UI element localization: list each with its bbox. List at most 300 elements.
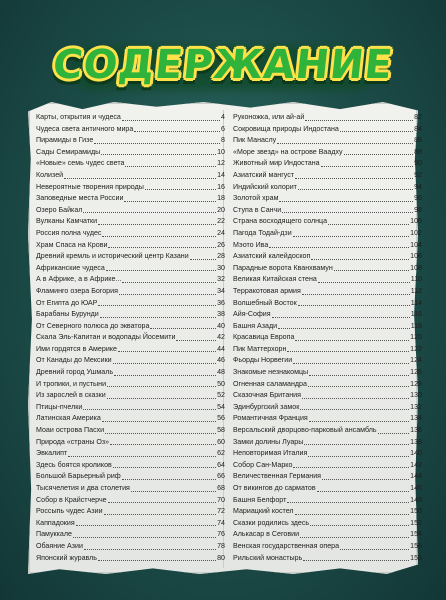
contents-entry[interactable] xyxy=(36,309,225,321)
contents-entry[interactable] xyxy=(36,471,225,483)
entry-title: Природа «страны Оз» xyxy=(36,437,110,446)
dot-leader xyxy=(318,282,410,283)
dot-leader xyxy=(105,433,216,434)
contents-entry[interactable] xyxy=(36,135,225,147)
entry-title: Древний город Ушмаль xyxy=(36,368,114,377)
entry-title: Азиатский калейдоскоп xyxy=(233,252,311,261)
entry-title: Африканские чудеса xyxy=(36,263,105,272)
dot-leader xyxy=(113,363,216,364)
entry-page-number: 104 xyxy=(410,240,422,249)
dot-leader xyxy=(378,433,410,434)
entry-title: Фламинго озера Богория xyxy=(36,286,118,295)
entry-page-number: 70 xyxy=(217,495,225,504)
entry-title: Храм Спаса на Крови xyxy=(36,240,108,249)
entry-page-number: 54 xyxy=(217,402,225,411)
entry-page-number: 60 xyxy=(217,437,225,446)
contents-entry[interactable] xyxy=(233,529,422,541)
entry-title: Тысячелетия и два столетия xyxy=(36,484,130,492)
entry-title: Красавица Европа xyxy=(233,333,295,342)
contents-entry[interactable] xyxy=(233,355,422,367)
entry-page-number: 52 xyxy=(217,391,225,400)
dot-leader xyxy=(107,386,216,387)
dot-leader xyxy=(321,166,414,167)
entry-page-number: 80 xyxy=(217,553,225,562)
entry-title: Мэото Ива xyxy=(233,240,269,249)
dot-leader xyxy=(310,525,409,526)
entry-page-number: 58 xyxy=(217,426,225,435)
entry-page-number: 148 xyxy=(410,495,422,504)
contents-entry[interactable] xyxy=(36,529,225,541)
contents-entry[interactable] xyxy=(233,425,422,437)
entry-title: Пик Маттерхорн xyxy=(233,344,287,353)
contents-entry[interactable] xyxy=(36,437,225,449)
dot-leader xyxy=(302,398,409,399)
entry-title: Версальский дворцово-парковый ансамбль xyxy=(233,426,377,435)
entry-page-number: 118 xyxy=(410,321,422,330)
entry-page-number: 50 xyxy=(217,379,225,388)
dot-leader xyxy=(145,189,216,190)
contents-entry[interactable] xyxy=(36,147,225,159)
dot-leader xyxy=(134,131,220,132)
entry-title: Великая Китайская стена xyxy=(233,275,317,284)
dot-leader xyxy=(122,282,216,283)
entry-page-number: 124 xyxy=(410,356,422,365)
dot-leader xyxy=(119,294,216,295)
contents-entry[interactable] xyxy=(233,135,422,147)
dot-leader xyxy=(295,340,409,341)
entry-page-number: 98 xyxy=(414,205,422,214)
contents-entry[interactable] xyxy=(36,506,225,518)
dot-leader xyxy=(328,224,409,225)
entry-page-number: 18 xyxy=(217,194,225,203)
contents-entry[interactable] xyxy=(233,170,422,182)
entry-title: Ими гордятся в Америке xyxy=(36,344,117,353)
dot-leader xyxy=(298,189,413,190)
dot-leader xyxy=(102,421,216,422)
contents-entry[interactable] xyxy=(36,228,225,240)
dot-leader xyxy=(311,259,409,260)
contents-entry[interactable] xyxy=(36,448,225,460)
dot-leader xyxy=(293,467,409,468)
contents-entry[interactable] xyxy=(233,205,422,217)
contents-entry[interactable] xyxy=(233,216,422,228)
dot-leader xyxy=(122,479,216,480)
entry-page-number: 120 xyxy=(410,333,422,342)
entry-title: Озеро Байкал xyxy=(36,205,83,214)
entry-title: И тропики, и пустыни xyxy=(36,379,107,388)
contents-entry[interactable] xyxy=(233,124,422,136)
entry-page-number: 108 xyxy=(410,263,422,272)
dot-leader xyxy=(84,549,216,550)
dot-leader xyxy=(302,294,410,295)
entry-title: Ступа в Санчи xyxy=(233,205,282,214)
contents-entry[interactable] xyxy=(233,263,422,275)
entry-page-number: 8 xyxy=(221,136,225,145)
entry-page-number: 130 xyxy=(410,391,422,400)
entry-page-number: 28 xyxy=(217,252,225,261)
entry-page-number: 14 xyxy=(217,170,225,179)
contents-entry[interactable] xyxy=(36,344,225,356)
entry-title: А в Африке, а в Африке... xyxy=(36,275,122,284)
entry-title: Огненная саламандра xyxy=(233,379,307,388)
entry-title: От Канады до Мексики xyxy=(36,356,112,365)
dot-leader xyxy=(293,236,410,237)
dot-leader xyxy=(344,154,414,155)
contents-entry[interactable] xyxy=(36,332,225,344)
entry-page-number: 136 xyxy=(410,426,422,435)
contents-entry[interactable] xyxy=(36,460,225,472)
dot-leader xyxy=(295,178,413,179)
entry-title: Башня Азади xyxy=(233,321,278,330)
contents-entry[interactable] xyxy=(36,413,225,425)
entry-page-number: 140 xyxy=(410,449,422,458)
dot-leader xyxy=(304,444,409,445)
contents-entry[interactable] xyxy=(233,193,422,205)
contents-entry[interactable] xyxy=(36,251,225,263)
dot-leader xyxy=(108,502,217,503)
dot-leader xyxy=(113,467,216,468)
entry-page-number: 48 xyxy=(217,368,225,377)
dot-leader xyxy=(308,386,409,387)
contents-entry[interactable] xyxy=(233,506,422,518)
entry-page-number: 10 xyxy=(217,147,225,156)
entry-page-number: 22 xyxy=(217,217,225,226)
dot-leader xyxy=(279,201,413,202)
contents-entry[interactable] xyxy=(233,344,422,356)
dot-leader xyxy=(114,375,216,376)
entry-page-number: 74 xyxy=(217,518,225,527)
contents-entry[interactable] xyxy=(36,112,225,124)
entry-title: Латинская Америка xyxy=(36,414,101,423)
entry-page-number: 110 xyxy=(410,275,422,284)
entry-title: Животный мир Индостана xyxy=(233,159,320,168)
entry-page-number: 64 xyxy=(217,460,225,469)
dot-leader xyxy=(295,514,410,515)
dot-leader xyxy=(118,351,216,352)
dot-leader xyxy=(106,270,216,271)
entry-page-number: 86 xyxy=(414,136,422,145)
dot-leader xyxy=(110,444,216,445)
entry-title: Древний кремль и исторический центр Казани xyxy=(36,252,189,261)
contents-entry[interactable] xyxy=(36,193,225,205)
entry-title: Пирамиды в Гизе xyxy=(36,136,94,145)
entry-title: Фьорды Норвегии xyxy=(233,356,293,365)
contents-entry[interactable] xyxy=(233,379,422,391)
entry-page-number: 94 xyxy=(414,182,422,191)
dot-leader xyxy=(340,131,413,132)
contents-entry[interactable] xyxy=(233,518,422,530)
entry-title: Неповторимая Италия xyxy=(233,449,308,458)
entry-title: От викингов до сарматов xyxy=(233,484,316,492)
contents-entry[interactable] xyxy=(36,355,225,367)
dot-leader xyxy=(122,120,220,121)
entry-title: Мариацкий костел xyxy=(233,507,294,516)
dot-leader xyxy=(308,456,409,457)
dot-leader xyxy=(272,317,410,318)
dot-leader xyxy=(300,537,409,538)
entry-page-number: 76 xyxy=(217,530,225,539)
entry-title: «Море звезд» на острове Ваадху xyxy=(233,147,343,156)
entry-page-number: 154 xyxy=(410,530,422,539)
entry-title: Романтичная Франция xyxy=(233,414,308,423)
entry-page-number: 122 xyxy=(410,344,422,353)
dot-leader xyxy=(68,456,216,457)
entry-title: Пик Манаслу xyxy=(233,136,277,145)
entry-title: Парадные ворота Кванхвамун xyxy=(233,263,333,272)
entry-title: Знакомые незнакомцы xyxy=(233,368,309,377)
entry-page-number: 138 xyxy=(410,437,422,446)
dot-leader xyxy=(340,549,409,550)
contents-entry[interactable] xyxy=(36,274,225,286)
entry-title: Руконожка, или ай-ай xyxy=(233,113,305,121)
entry-page-number: 36 xyxy=(217,298,225,307)
entry-title: Из зарослей в сказки xyxy=(36,391,106,400)
contents-entry[interactable] xyxy=(36,425,225,437)
dot-leader xyxy=(73,537,216,538)
dot-leader xyxy=(98,224,216,225)
dot-leader xyxy=(277,143,413,144)
entry-title: Моаи острова Пасхи xyxy=(36,426,105,435)
entry-page-number: 6 xyxy=(221,124,225,133)
contents-entry[interactable] xyxy=(233,367,422,379)
entry-title: Россыпь чудес Азии xyxy=(36,507,103,516)
entry-page-number: 20 xyxy=(217,205,225,214)
dot-leader xyxy=(83,212,216,213)
contents-entry[interactable] xyxy=(36,286,225,298)
contents-entry[interactable] xyxy=(233,437,422,449)
entry-title: Колизей xyxy=(36,170,64,179)
entry-page-number: 44 xyxy=(217,344,225,353)
dot-leader xyxy=(98,305,216,306)
contents-entry[interactable] xyxy=(233,321,422,333)
contents-entry[interactable] xyxy=(233,309,422,321)
entry-title: Собор в Крайстчерче xyxy=(36,495,107,504)
dot-leader xyxy=(309,375,409,376)
entry-title: Азиатский мангуст xyxy=(233,170,295,179)
dot-leader xyxy=(293,363,409,364)
entry-title: Пагода Тодай-дзи xyxy=(233,228,292,237)
entry-title: Страна восходящего солнца xyxy=(233,217,328,226)
entry-page-number: 56 xyxy=(217,414,225,423)
entry-page-number: 100 xyxy=(410,217,422,226)
dot-leader xyxy=(322,479,409,480)
contents-entry[interactable] xyxy=(233,147,422,159)
entry-page-number: 92 xyxy=(414,170,422,179)
entry-page-number: 106 xyxy=(410,252,422,261)
entry-title: Здесь боятся кроликов xyxy=(36,460,112,469)
entry-page-number: 68 xyxy=(217,484,225,492)
contents-entry[interactable] xyxy=(233,460,422,472)
contents-entry[interactable] xyxy=(36,321,225,333)
entry-title: Скала Эль-Капитан и водопады Йосемити xyxy=(36,333,176,342)
dot-leader xyxy=(102,236,216,237)
dot-leader xyxy=(269,247,409,248)
entry-title: Вулканы Камчатки xyxy=(36,217,98,226)
entry-title: Индийский колорит xyxy=(233,182,297,191)
entry-title: Карты, открытия и чудеса xyxy=(36,113,121,121)
contents-entry[interactable] xyxy=(36,495,225,507)
contents-entry[interactable] xyxy=(36,518,225,530)
contents-entry[interactable] xyxy=(233,402,422,414)
entry-title: Памуккале xyxy=(36,530,72,539)
entry-page-number: 40 xyxy=(217,321,225,330)
entry-title: Замки долины Луары xyxy=(233,437,304,446)
entry-page-number: 88 xyxy=(414,147,422,156)
dot-leader xyxy=(104,514,217,515)
dot-leader xyxy=(94,143,220,144)
entry-title: Собор Сан-Марко xyxy=(233,460,293,469)
contents-entry[interactable] xyxy=(233,286,422,298)
entry-page-number: 66 xyxy=(217,472,225,481)
entry-title: Большой Барьерный риф xyxy=(36,472,121,481)
contents-entry[interactable] xyxy=(233,332,422,344)
entry-page-number: 84 xyxy=(414,124,422,133)
contents-entry[interactable] xyxy=(233,112,422,124)
contents-entry[interactable] xyxy=(36,182,225,194)
entry-page-number: 62 xyxy=(217,449,225,458)
entry-page-number: 32 xyxy=(217,275,225,284)
dot-leader xyxy=(100,317,216,318)
entry-page-number: 126 xyxy=(410,368,422,377)
entry-page-number: 158 xyxy=(410,553,422,562)
dot-leader xyxy=(98,560,216,561)
contents-entry[interactable] xyxy=(36,553,225,565)
contents-entry[interactable] xyxy=(36,216,225,228)
entry-title: Сказочная Британия xyxy=(233,391,301,400)
entry-page-number: 26 xyxy=(217,240,225,249)
entry-page-number: 134 xyxy=(410,414,422,423)
entry-title: Рильский монастырь xyxy=(233,553,303,562)
dot-leader xyxy=(282,212,413,213)
dot-leader xyxy=(305,120,413,121)
entry-page-number: 82 xyxy=(414,113,422,121)
contents-entry[interactable] xyxy=(233,251,422,263)
entry-title: Алькасар в Сеговии xyxy=(233,530,300,539)
entry-title: Россия полна чудес xyxy=(36,228,102,237)
contents-entry[interactable] xyxy=(36,170,225,182)
entry-page-number: 132 xyxy=(410,402,422,411)
entry-page-number: 128 xyxy=(410,379,422,388)
contents-entry[interactable] xyxy=(233,553,422,565)
entry-page-number: 114 xyxy=(410,298,422,307)
contents-column-right xyxy=(233,112,422,564)
entry-page-number: 30 xyxy=(217,263,225,272)
contents-entry[interactable] xyxy=(36,205,225,217)
contents-entry[interactable] xyxy=(36,402,225,414)
entry-title: Японский журавль xyxy=(36,553,97,562)
dot-leader xyxy=(300,409,409,410)
entry-title: Каппадокия xyxy=(36,518,75,527)
contents-entry[interactable] xyxy=(233,471,422,483)
entry-title: Невероятные творения природы xyxy=(36,182,144,191)
dot-leader xyxy=(64,178,216,179)
entry-page-number: 146 xyxy=(410,484,422,492)
entry-title: Сказки родились здесь xyxy=(233,518,310,527)
dot-leader xyxy=(83,409,216,410)
entry-title: Заповедные места России xyxy=(36,194,124,203)
entry-title: Волшебный Восток xyxy=(233,298,297,307)
entry-title: Величественная Германия xyxy=(233,472,322,481)
contents-entry[interactable] xyxy=(36,379,225,391)
entry-page-number: 90 xyxy=(414,159,422,168)
entry-title: Терракотовая армия xyxy=(233,286,301,295)
entry-page-number: 156 xyxy=(410,541,422,550)
contents-entry[interactable] xyxy=(233,390,422,402)
dot-leader xyxy=(287,351,409,352)
contents-entry[interactable] xyxy=(233,240,422,252)
contents-entry[interactable] xyxy=(233,228,422,240)
dot-leader xyxy=(101,154,216,155)
contents-entry[interactable] xyxy=(233,298,422,310)
entry-page-number: 16 xyxy=(217,182,225,191)
entry-page-number: 34 xyxy=(217,286,225,295)
entry-page-number: 72 xyxy=(217,507,225,516)
entry-title: Сокровища природы Индостана xyxy=(233,124,339,133)
entry-title: Башня Белфорт xyxy=(233,495,287,504)
contents-entry[interactable] xyxy=(36,390,225,402)
entry-title: Птицы-пчелки xyxy=(36,402,83,411)
entry-title: Обаяние Азии xyxy=(36,541,83,550)
entry-title: Барабаны Бурунди xyxy=(36,310,99,319)
entry-title: Чудеса света античного мира xyxy=(36,124,134,133)
contents-entry[interactable] xyxy=(233,483,422,495)
entry-page-number: 144 xyxy=(410,472,422,481)
contents-entry[interactable] xyxy=(36,124,225,136)
contents-entry[interactable] xyxy=(233,274,422,286)
dot-leader xyxy=(176,340,216,341)
entry-page-number: 142 xyxy=(410,460,422,469)
dot-leader xyxy=(334,270,409,271)
contents-entry[interactable] xyxy=(233,158,422,170)
dot-leader xyxy=(278,328,410,329)
contents-entry[interactable] xyxy=(233,448,422,460)
entry-page-number: 12 xyxy=(217,159,225,168)
contents-entry[interactable] xyxy=(233,495,422,507)
contents-entry[interactable] xyxy=(36,158,225,170)
entry-title: Эвкалипт xyxy=(36,449,68,458)
contents-entry[interactable] xyxy=(36,541,225,553)
entry-title: Эдинбургский замок xyxy=(233,402,300,411)
contents-entry[interactable] xyxy=(36,483,225,495)
dot-leader xyxy=(190,259,216,260)
entry-title: Венская государственная опера xyxy=(233,541,340,550)
dot-leader xyxy=(287,502,409,503)
contents-entry[interactable] xyxy=(36,263,225,275)
contents-entry[interactable] xyxy=(36,367,225,379)
contents-entry[interactable] xyxy=(36,298,225,310)
entry-page-number: 116 xyxy=(410,310,422,319)
entry-title: От Северного полюса до экватора xyxy=(36,321,150,330)
contents-entry[interactable] xyxy=(233,413,422,425)
entry-title: Сады Семирамиды xyxy=(36,147,101,156)
page-title: СОДЕРЖАНИЕ xyxy=(50,42,396,88)
contents-column-left xyxy=(36,112,225,564)
dot-leader xyxy=(150,328,216,329)
entry-page-number: 96 xyxy=(414,194,422,203)
dot-leader xyxy=(309,421,409,422)
contents-entry[interactable] xyxy=(36,240,225,252)
dot-leader xyxy=(107,398,216,399)
entry-page-number: 38 xyxy=(217,310,225,319)
dot-leader xyxy=(317,491,410,492)
contents-entry[interactable] xyxy=(233,182,422,194)
entry-page-number: 4 xyxy=(221,113,225,121)
entry-title: Айя-София xyxy=(233,310,271,319)
entry-page-number: 152 xyxy=(410,518,422,527)
dot-leader xyxy=(76,525,216,526)
contents-entry[interactable] xyxy=(233,541,422,553)
entry-page-number: 112 xyxy=(410,286,422,295)
